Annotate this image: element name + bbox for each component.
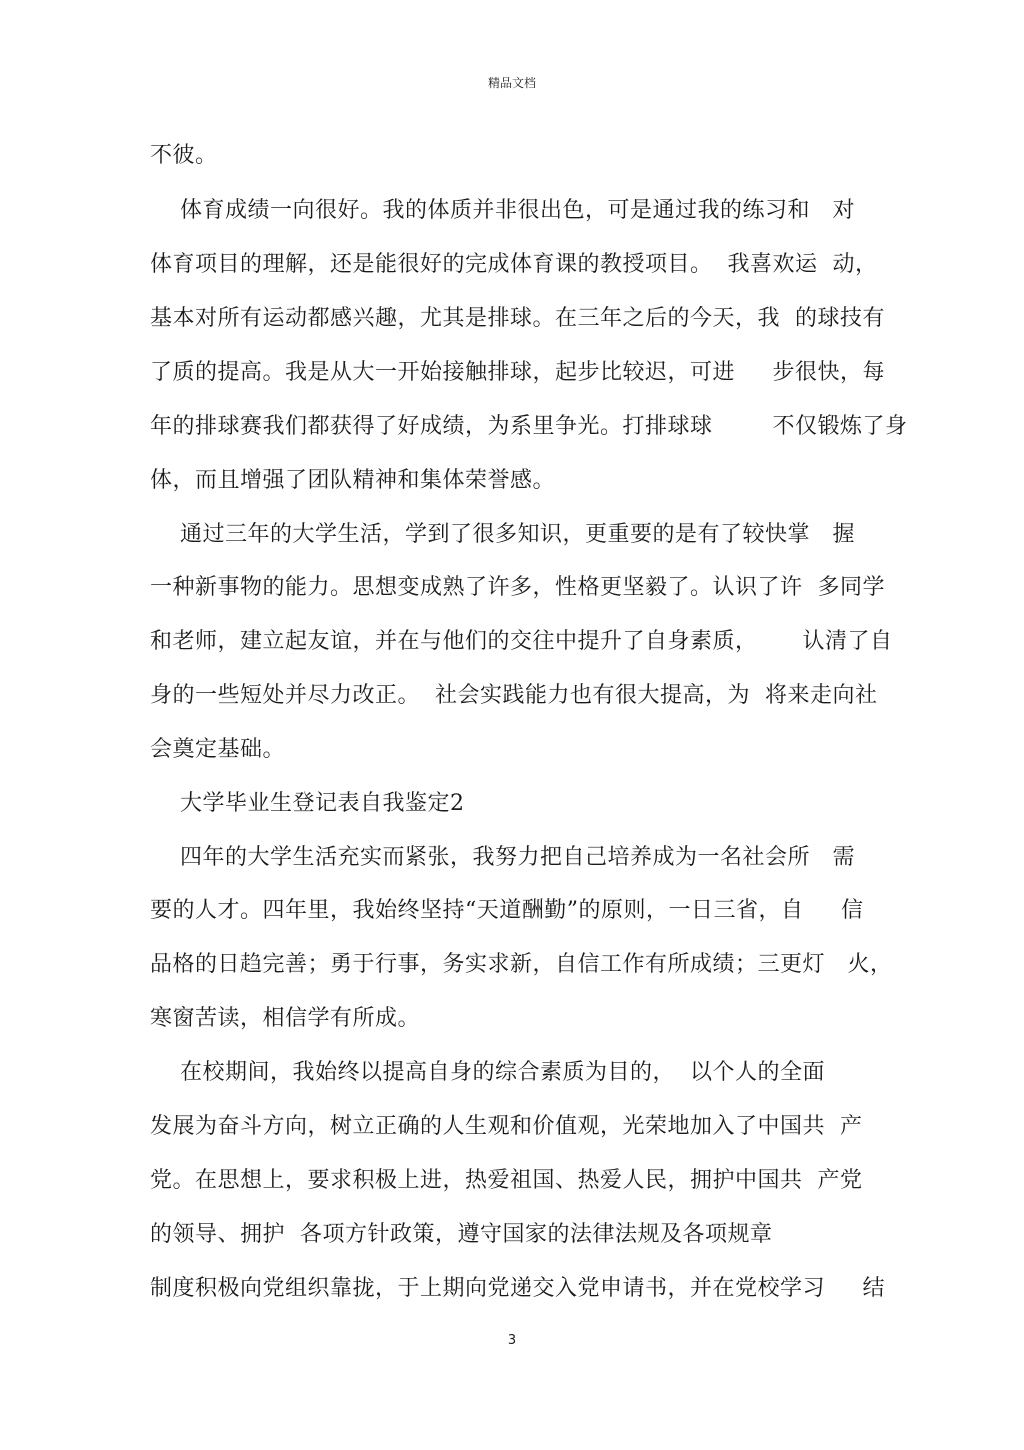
text-line: 通过三年的大学生活，学到了很多知识，更重要的是有了较快掌 握 [150,522,855,547]
text-line: 寒窗苦读，相信学有所成。 [150,1006,421,1031]
text-line: 不彼。 [150,143,218,168]
text-line: 体育成绩一向很好。我的体质并非很出色，可是通过我的练习和 对 [150,198,855,223]
text-line: 品格的日趋完善；勇于行事，务实求新，自信工作有所成绩；三更灯 火， [150,952,893,977]
text-line: 党。在思想上，要求积极上进，热爱祖国、热爱人民，拥护中国共 产党 [150,1168,863,1193]
text-line: 体，而且增强了团队精神和集体荣誉感。 [150,468,556,493]
text-line: 一种新事物的能力。思想变成熟了许多，性格更坚毅了。认识了许 多同学 [150,575,885,600]
text-line: 年的排球赛我们都获得了好成绩，为系里争光。打排球球 不仅锻炼了身 [150,414,908,439]
text-line: 四年的大学生活充实而紧张，我努力把自己培养成为一名社会所 需 [150,845,855,870]
text-line: 身的一些短处并尽力改正。 社会实践能力也有很大提高，为 将来走向社 [150,683,878,708]
text-line: 和老师，建立起友谊，并在与他们的交往中提升了自身素质， 认清了自 [150,629,893,654]
section-heading: 大学毕业生登记表自我鉴定2 [150,791,465,816]
text-line: 制度积极向党组织靠拢，于上期向党递交入党申请书，并在党校学习 结 [150,1276,885,1301]
text-line: 发展为奋斗方向，树立正确的人生观和价值观，光荣地加入了中国共 产 [150,1114,863,1139]
page-header: 精品文档 [487,76,536,90]
text-line: 会奠定基础。 [150,737,286,762]
page-number: 3 [507,1333,517,1348]
text-line: 基本对所有运动都感兴趣，尤其是排球。在三年之后的今天，我 的球技有 [150,306,885,331]
text-line: 的领导、拥护 各项方针政策，遵守国家的法律法规及各项规章 [150,1222,773,1247]
text-line: 体育项目的理解，还是能很好的完成体育课的教授项目。 我喜欢运 动， [150,252,878,277]
text-line: 要的人才。四年里，我始终坚持“天道酬勤”的原则，一日三省，自 信 [150,898,864,923]
text-line: 在校期间，我始终以提高自身的综合素质为目的， 以个人的全面 [150,1060,825,1085]
text-line: 了质的提高。我是从大一开始接触排球，起步比较迟，可进 步很快，每 [150,360,885,385]
